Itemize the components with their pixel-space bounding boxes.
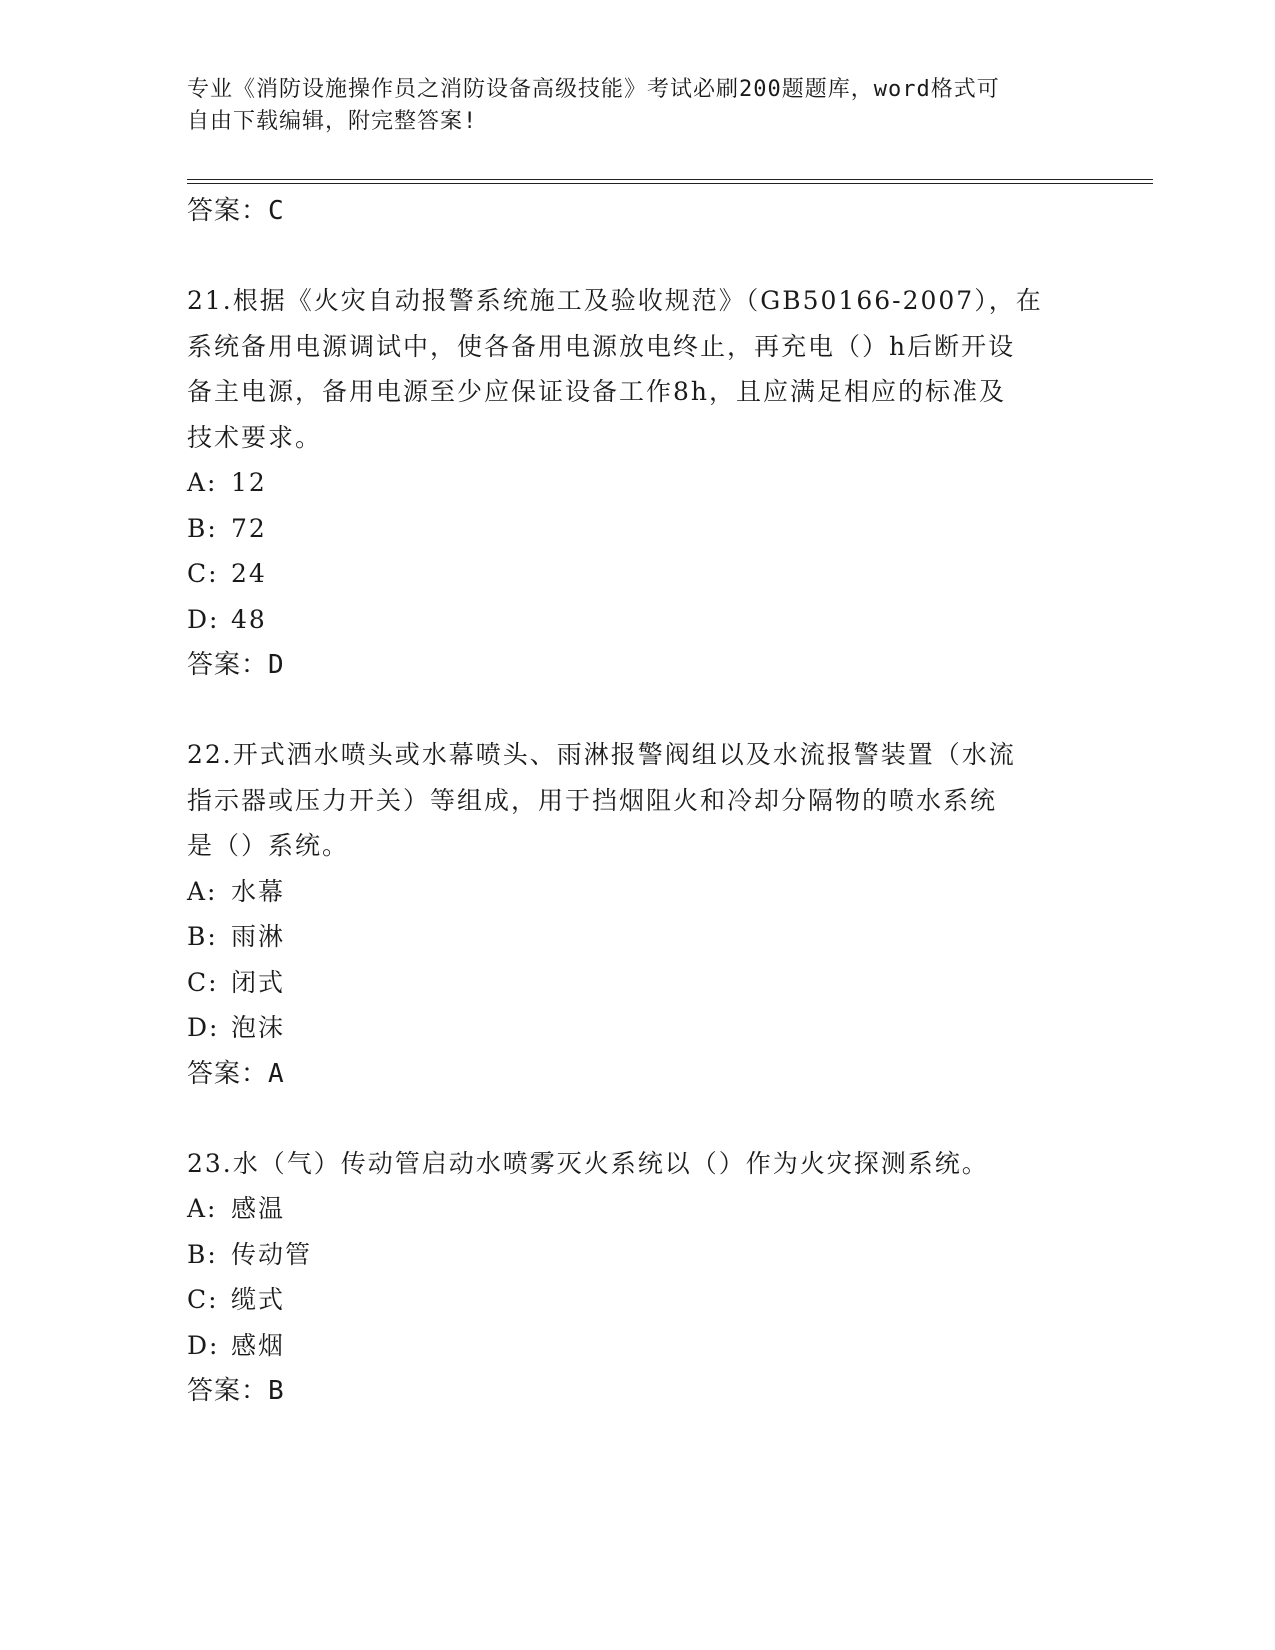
option-key: B: xyxy=(187,922,218,951)
question-text-line: 是（）系统。 xyxy=(187,831,350,860)
header-divider-top xyxy=(187,179,1153,180)
question-text-line: 22.开式洒水喷头或水幕喷头、雨淋报警阀组以及水流报警装置（水流 xyxy=(187,740,1016,769)
option-key: A: xyxy=(187,876,218,906)
option-key: B: xyxy=(187,513,218,543)
option-text: 闭式 xyxy=(231,967,286,997)
option-text: 12 xyxy=(231,468,267,497)
option-d xyxy=(187,1005,1087,1051)
option-key: A: xyxy=(187,468,218,497)
header-line-2: 自由下载编辑，附完整答案! xyxy=(187,109,478,134)
question-23 xyxy=(187,1141,1087,1415)
header-divider-bottom xyxy=(187,183,1153,184)
option-text: 感温 xyxy=(231,1194,286,1223)
option-text: 缆式 xyxy=(231,1285,286,1314)
question-21 xyxy=(187,278,1087,688)
option-a xyxy=(187,1186,1087,1232)
option-d xyxy=(187,597,1087,643)
option-text: 72 xyxy=(231,513,267,543)
option-key: B: xyxy=(187,1239,218,1269)
option-c xyxy=(187,551,1087,597)
option-a xyxy=(187,869,1087,915)
option-key: D: xyxy=(187,1013,220,1042)
option-text: 传动管 xyxy=(231,1239,313,1269)
question-text-line: 系统备用电源调试中，使各备用电源放电终止，再充电（）h后断开设 xyxy=(187,331,1016,361)
option-text: 水幕 xyxy=(231,876,286,906)
header-line-1: 专业《消防设施操作员之消防设备高级技能》考试必刷200题题库，word格式可 xyxy=(187,77,1000,102)
option-c xyxy=(187,960,1087,1006)
option-b xyxy=(187,1232,1087,1278)
option-text: 泡沫 xyxy=(231,1013,286,1042)
question-text-line: 23.水（气）传动管启动水喷雾灭火系统以（）作为火灾探测系统。 xyxy=(187,1148,989,1178)
question-22 xyxy=(187,732,1087,1097)
option-a xyxy=(187,460,1087,506)
previous-answer: 答案：C xyxy=(187,196,285,226)
option-key: D: xyxy=(187,604,220,634)
option-key: C: xyxy=(187,967,219,997)
answer-line: 答案：D xyxy=(187,650,285,680)
question-text-line: 21.根据《火灾自动报警系统施工及验收规范》（GB50166-2007），在 xyxy=(187,286,1043,315)
option-key: A: xyxy=(187,1194,218,1223)
document-header xyxy=(187,74,1087,138)
option-d xyxy=(187,1323,1087,1369)
question-text-line: 技术要求。 xyxy=(187,422,323,452)
option-key: D: xyxy=(187,1330,220,1360)
option-c xyxy=(187,1277,1087,1323)
answer-line: 答案：B xyxy=(187,1376,285,1406)
question-list xyxy=(187,188,1087,1414)
question-text-line: 指示器或压力开关）等组成，用于挡烟阻火和冷却分隔物的喷水系统 xyxy=(187,785,998,815)
option-text: 感烟 xyxy=(231,1330,286,1360)
option-b xyxy=(187,914,1087,960)
question-text-line: 备主电源，备用电源至少应保证设备工作8h，且应满足相应的标准及 xyxy=(187,377,1007,406)
option-text: 48 xyxy=(231,604,267,634)
option-b xyxy=(187,506,1087,552)
answer-line: 答案：A xyxy=(187,1058,285,1089)
option-text: 雨淋 xyxy=(231,922,286,951)
option-key: C: xyxy=(187,559,219,588)
option-key: C: xyxy=(187,1285,219,1314)
option-text: 24 xyxy=(231,559,267,588)
